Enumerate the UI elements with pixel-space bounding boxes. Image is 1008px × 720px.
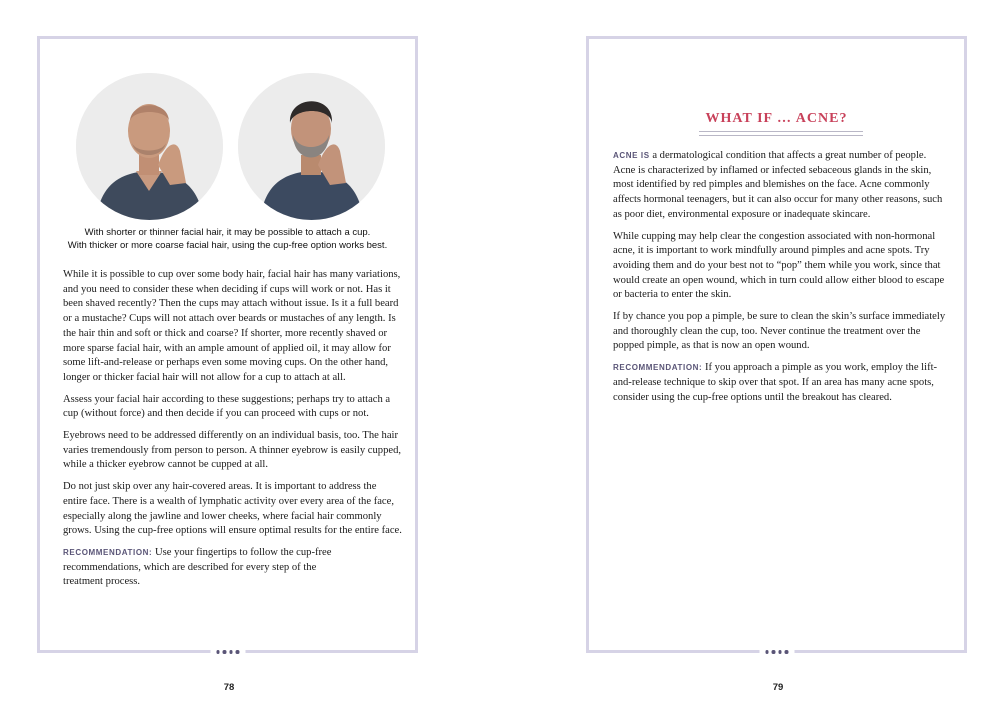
paragraph: While it is possible to cup over some body hair, facial hair has many variations, and you need to consider these when deciding if cups will work or not. Has it been shaved recently? Then the cups may attach without issue. Is it a full beard or a mustache? Cups will not attach over beards or mustaches of any length. Is the hair thin and soft or thick and coarse? If shorter, more recently shaved or more sparse facial hair, with an ample amount of applied oil, it may allow for some lift-and-release or perhaps even some moving cups. On the other hand, longer or thicker facial hair will not allow for a cup to attach at all. — [63, 269, 401, 383]
recommendation-text: If you approach a pimple as you work, employ the lift-and-release technique to skip over that spot. If an area has many acne spots, consider using the cup-free options until the breakout has cleared. — [613, 362, 938, 403]
title-underline — [699, 131, 863, 136]
paragraph: Do not just skip over any hair-covered areas. It is important to address the entire face. There is a wealth of lymphatic activity over every area of the face, especially along the jawline and lower cheeks, where facial hair commonly grows. Using the cup-free options will ensure optimal results for the entire face. — [63, 481, 402, 537]
caption-line: With shorter or thinner facial hair, it may be possible to attach a cup. — [84, 227, 371, 238]
photo-caption — [40, 227, 415, 252]
left-page — [37, 36, 418, 653]
paragraph: Eyebrows need to be addressed differently on an individual basis, too. The hair varies tremendously from person to person. A thinner eyebrow is easily cupped, while a thicker eyebrow cannot be cupped at all. — [63, 430, 402, 471]
paragraph: Assess your facial hair according to these suggestions; perhaps try to attach a cup (without force) and then decide if you can proceed with cups or not. — [63, 393, 391, 420]
chapter-title: WHAT IF … ACNE? — [705, 111, 848, 126]
paragraph: If by chance you pop a pimple, be sure to clean the skin’s surface immediately and thoroughly clean the cup, too. Never continue the treatment over the popped pimple, as that is now an open wound. — [613, 311, 946, 352]
intro-paragraph — [613, 149, 948, 223]
page-number: 79 — [772, 682, 784, 693]
recommendation-label: RECOMMENDATION: — [613, 363, 703, 373]
page-ornament — [759, 646, 794, 658]
recommendation-label: RECOMMENDATION: — [63, 547, 153, 557]
caption-line: With thicker or more coarse facial hair, using the cup-free option works best. — [67, 239, 388, 251]
page-number: 78 — [223, 682, 235, 693]
intro-label: ACNE IS — [613, 151, 650, 160]
photo-short-beard — [76, 73, 223, 220]
man-shaved-face-image — [76, 73, 223, 220]
page-ornament — [210, 646, 245, 658]
recommendation — [63, 546, 338, 590]
right-page — [586, 36, 967, 653]
man-bearded-face-image — [238, 73, 385, 220]
intro-text: a dermatological condition that affects a great number of people. Acne is characterized by inflamed or infected sebaceous glands in the skin, most identified by red pimples and blemishes on the face. Acne commonly affects hormonal teenagers, but it can also occur for many other reasons, such as poor diet, environmental exposure or inadequate skincare. — [613, 150, 943, 220]
paragraph: While cupping may help clear the congestion associated with non-hormonal acne, it is important to work mindfully around pimples and acne spots. Try avoiding them and do your best not to “pop” them while you work, since that would create an open wound, which in turn could allow either blood to escape or bacteria to enter the skin. — [613, 230, 945, 301]
photo-thick-beard — [238, 73, 385, 220]
right-body-text — [613, 149, 948, 412]
left-body-text — [63, 268, 403, 597]
recommendation — [613, 361, 948, 405]
recommendation-text: Use your fingertips to follow the cup-free recommendations, which are described for every step of the treatment process. — [63, 546, 332, 588]
